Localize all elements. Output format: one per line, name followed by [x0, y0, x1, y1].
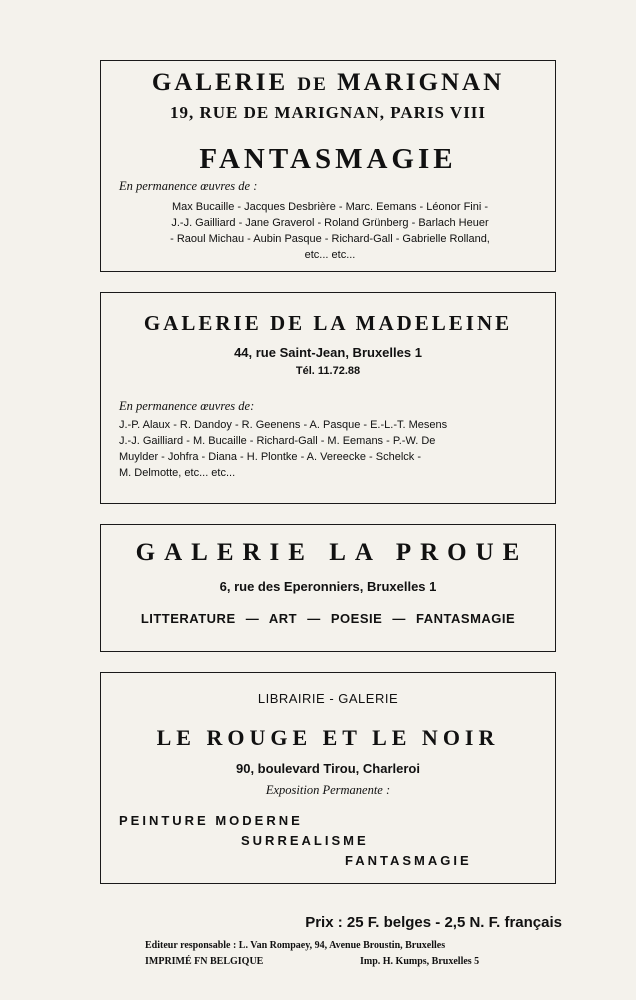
rouge-noir-title: LE ROUGE ET LE NOIR — [156, 725, 500, 750]
madeleine-artist-list — [119, 417, 541, 481]
marignan-advert — [100, 60, 556, 272]
tag-separator: — — [392, 611, 406, 626]
proue-advert — [100, 524, 556, 652]
artist-line: M. Delmotte, etc... etc... — [119, 467, 236, 479]
madeleine-title: GALERIE DE LA MADELEINE — [143, 311, 513, 335]
artist-line: Max Bucaille - Jacques Desbrière - Marc. Eemans - Léonor Fini - — [171, 201, 489, 213]
tag-separator: — — [307, 611, 321, 626]
artist-line: J.-J. Gailliard - M. Bucaille - Richard-Gall - M. Eemans - P.-W. De — [119, 435, 436, 447]
artist-line: - Raoul Michau - Aubin Pasque - Richard-Gall - Gabrielle Rolland, — [170, 233, 490, 245]
rouge-noir-kicker: LIBRAIRIE - GALERIE — [257, 691, 399, 706]
madeleine-advert — [100, 292, 556, 504]
proue-tagline — [101, 611, 555, 626]
rouge-noir-line-fantasmagie: FANTASMAGIE — [345, 853, 472, 868]
tag-poesie: POESIE — [330, 611, 383, 626]
marignan-heading: FANTASMAGIE — [199, 143, 457, 175]
rouge-noir-line-surrealisme: SURREALISME — [241, 833, 369, 848]
artist-line: J.-P. Alaux - R. Dandoy - R. Geenens - A. Pasque - E.-L.-T. Mesens — [119, 419, 448, 431]
marignan-title-name: MARIGNAN — [337, 69, 505, 96]
price-line: Prix : 25 F. belges - 2,5 N. F. français — [305, 914, 562, 931]
marignan-artist-list — [119, 199, 541, 263]
printed-in: IMPRIMÉ FN BELGIQUE — [145, 956, 264, 967]
madeleine-address: 44, rue Saint-Jean, Bruxelles 1 — [234, 345, 422, 360]
marignan-permanence: En permanence œuvres de : — [119, 179, 258, 193]
marignan-address: 19, RUE DE MARIGNAN, PARIS VIII — [169, 103, 487, 122]
proue-address: 6, rue des Eperonniers, Bruxelles 1 — [219, 579, 437, 594]
marignan-title — [101, 69, 555, 97]
printer-credit: Imp. H. Kumps, Bruxelles 5 — [360, 956, 480, 967]
rouge-noir-advert — [100, 672, 556, 884]
madeleine-permanence: En permanence œuvres de: — [119, 399, 255, 413]
tag-fantasmagie: FANTASMAGIE — [416, 611, 516, 626]
proue-title: GALERIE LA PROUE — [135, 539, 529, 566]
artist-line: Muylder - Johfra - Diana - H. Plontke - A. Vereecke - Schelck - — [119, 451, 422, 463]
rouge-noir-address: 90, boulevard Tirou, Charleroi — [236, 761, 420, 776]
madeleine-phone: Tél. 11.72.88 — [295, 365, 361, 377]
tag-litterature: LITTERATURE — [140, 611, 236, 626]
artist-line: J.-J. Gailliard - Jane Graverol - Roland Grünberg - Barlach Heuer — [171, 217, 489, 229]
rouge-noir-line-peinture: PEINTURE MODERNE — [119, 813, 303, 828]
tag-separator: — — [245, 611, 260, 626]
rouge-noir-exposition: Exposition Permanente : — [265, 783, 391, 797]
artist-line: etc... etc... — [304, 249, 356, 261]
editor-credit: Editeur responsable : L. Van Rompaey, 94, Avenue Broustin, Bruxelles — [145, 940, 446, 951]
tag-art: ART — [268, 611, 298, 626]
marignan-title-galerie: GALERIE — [151, 69, 289, 96]
marignan-title-de: DE — [297, 74, 328, 95]
